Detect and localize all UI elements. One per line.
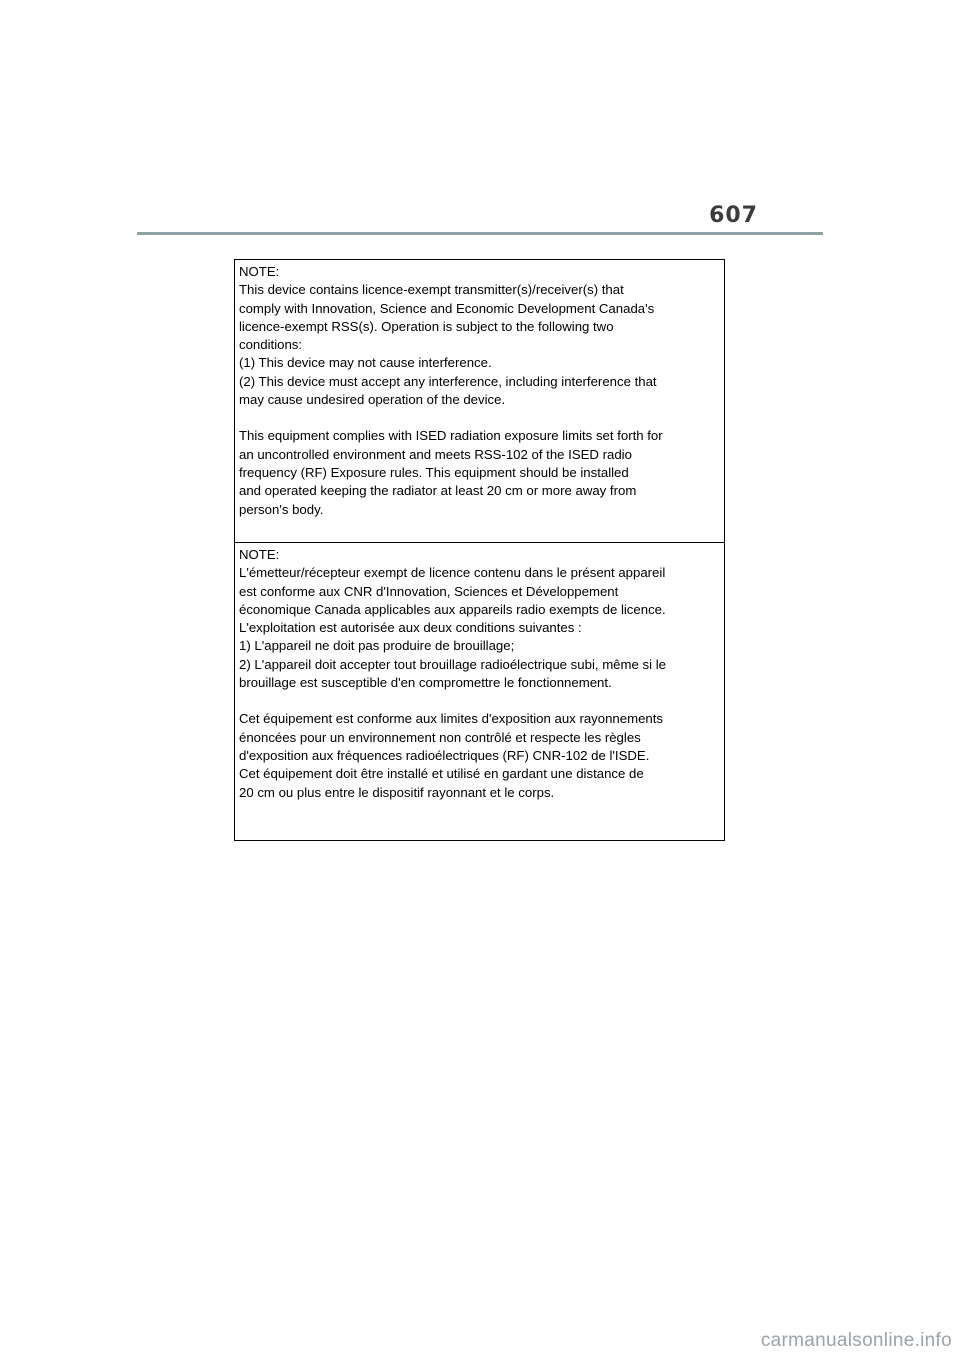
notice-text-line: comply with Innovation, Science and Economic Development Canada's bbox=[239, 300, 655, 316]
notice-text-line: L'émetteur/récepteur exempt de licence contenu dans le présent appareil bbox=[239, 565, 666, 581]
notice-text-line: conditions: bbox=[239, 337, 303, 353]
footer-watermark: carmanualsonline.info bbox=[760, 1330, 952, 1351]
notice-text-line: (2) This device must accept any interference, including interference that bbox=[239, 373, 657, 389]
notice-section-english bbox=[235, 260, 724, 542]
notice-text-line: frequency (RF) Exposure rules. This equipment should be installed bbox=[239, 464, 629, 480]
paragraph-gap bbox=[239, 692, 722, 710]
page-number: 607 bbox=[709, 203, 758, 228]
notice-text-line: est conforme aux CNR d'Innovation, Sciences et Développement bbox=[239, 583, 619, 599]
notice-text-line: 1) L'appareil ne doit pas produire de brouillage; bbox=[239, 638, 515, 654]
notice-text-line: an uncontrolled environment and meets RSS-102 of the ISED radio bbox=[239, 446, 632, 462]
paragraph-gap bbox=[239, 409, 722, 427]
notice-text-line: may cause undesired operation of the device. bbox=[239, 392, 506, 408]
notice-text-line: This device contains licence-exempt transmitter(s)/receiver(s) that bbox=[239, 282, 624, 298]
notice-text-line: 2) L'appareil doit accepter tout brouillage radioélectrique subi, même si le bbox=[239, 656, 666, 672]
regulatory-notice-box bbox=[234, 259, 725, 841]
notice-text-line: d'exposition aux fréquences radioélectriques (RF) CNR-102 de l'ISDE. bbox=[239, 747, 650, 763]
notice-text-line: Cet équipement doit être installé et utilisé en gardant une distance de bbox=[239, 766, 644, 782]
notice-heading: NOTE: bbox=[239, 547, 280, 562]
notice-text-line: and operated keeping the radiator at least 20 cm or more away from bbox=[239, 483, 637, 499]
notice-text-line: économique Canada applicables aux appareils radio exempts de licence. bbox=[239, 601, 666, 617]
notice-text-line: person's body. bbox=[239, 501, 324, 517]
notice-text-line: 20 cm ou plus entre le dispositif rayonnant et le corps. bbox=[239, 784, 555, 800]
notice-text-line: (1) This device may not cause interference. bbox=[239, 355, 492, 371]
notice-text-line: This equipment complies with ISED radiation exposure limits set forth for bbox=[239, 428, 663, 444]
notice-text-line: L'exploitation est autorisée aux deux conditions suivantes : bbox=[239, 620, 582, 636]
notice-section-french bbox=[235, 543, 724, 840]
notice-text-line: licence-exempt RSS(s). Operation is subject to the following two bbox=[239, 318, 614, 334]
notice-text-line: brouillage est susceptible d'en compromettre le fonctionnement. bbox=[239, 675, 612, 691]
header-rule bbox=[137, 232, 823, 235]
notice-text-line: énoncées pour un environnement non contrôlé et respecte les règles bbox=[239, 729, 641, 745]
notice-text-line: Cet équipement est conforme aux limites d'exposition aux rayonnements bbox=[239, 711, 664, 727]
notice-heading: NOTE: bbox=[239, 264, 280, 279]
